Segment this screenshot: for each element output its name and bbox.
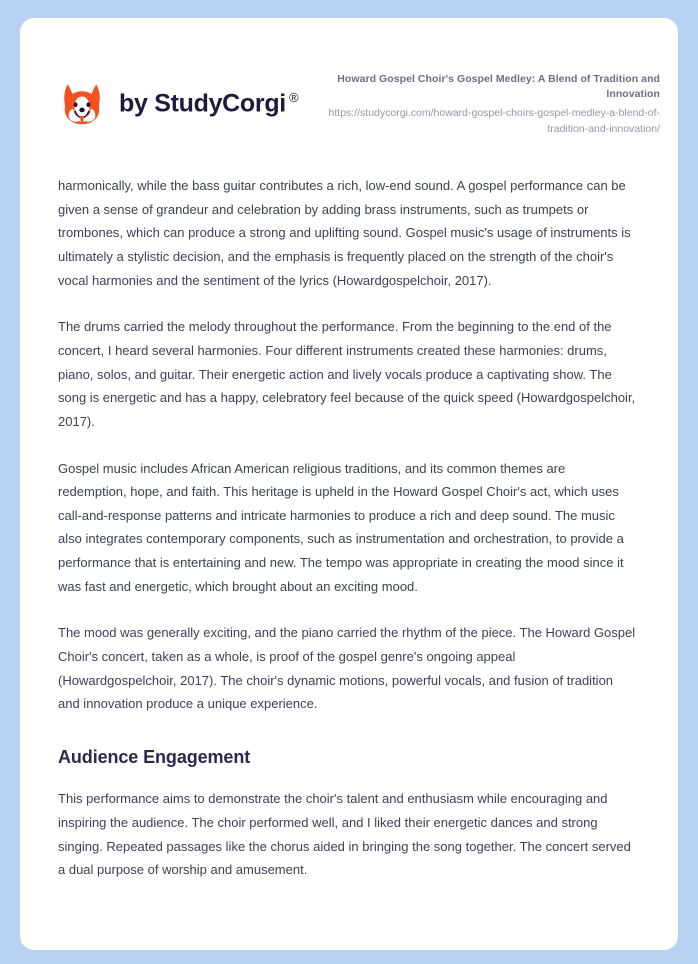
registered-trademark-icon: ®: [288, 90, 299, 106]
corgi-face-icon: [58, 80, 106, 128]
header-meta: [315, 70, 660, 138]
document-body: [20, 138, 678, 882]
page-title: Howard Gospel Choir's Gospel Medley: A Blend of Tradition and Innovation: [337, 73, 660, 101]
body-paragraph: harmonically, while the bass guitar contributes a rich, low-end sound. A gospel performance can be given a sense of grandeur and celebration by adding brass instruments, such as trumpets or trombones, which can produce a strong and uplifting sound. Gospel music's usage of instruments is ultimately a stylistic decision, and the emphasis is frequently placed on the strength of the choir's vocal harmonies and the sentiment of the lyrics (Howardgospelchoir, 2017).: [58, 177, 631, 288]
body-paragraph: This performance aims to demonstrate the choir's talent and enthusiasm while encouraging and inspiring the audience. The choir performed well, and I liked their energetic dances and strong singing. Repeated passages like the chorus aided in bringing the song together. The concert served a dual purpose of worship and amusement.: [58, 791, 631, 878]
brand-lockup: [58, 70, 298, 128]
body-paragraph: Gospel music includes African American religious traditions, and its common themes are redemption, hope, and faith. This heritage is upheld in the Howard Gospel Choir's act, which uses call-and-response patterns and intricate harmonies to produce a rich and deep sound. The music also integrates contemporary components, such as instrumentation and orchestration, to provide a performance that is entertaining and new. The tempo was appropriate in creating the mood since it was fast and energetic, which brought about an exciting mood.: [58, 460, 624, 594]
body-paragraph: The drums carried the melody throughout the performance. From the beginning to the end of the concert, I heard several harmonies. Four different instruments created these harmonies: drums, piano, solos, and guitar. Their energetic action and lively vocals produce a captivating show. The song is energetic and has a happy, celebratory feel because of the quick speed (Howardgospelchoir, 2017).: [58, 319, 636, 429]
brand-wordmark: [119, 91, 298, 116]
section-heading: Audience Engagement: [58, 747, 251, 768]
document-page-card: [20, 18, 678, 950]
brand-name-text: by StudyCorgi: [119, 89, 286, 118]
body-paragraph: The mood was generally exciting, and the piano carried the rhythm of the piece. The Howard Gospel Choir's concert, taken as a whole, is proof of the gospel genre's ongoing appeal (Howardgospelchoir, 2017). The choir's dynamic motions, powerful vocals, and fusion of tradition and innovation produce a unique experience.: [58, 625, 636, 712]
document-header: [20, 18, 678, 138]
source-url: https://studycorgi.com/howard-gospel-choirs-gospel-medley-a-blend-of-tradition-and-innovation/: [328, 107, 660, 136]
